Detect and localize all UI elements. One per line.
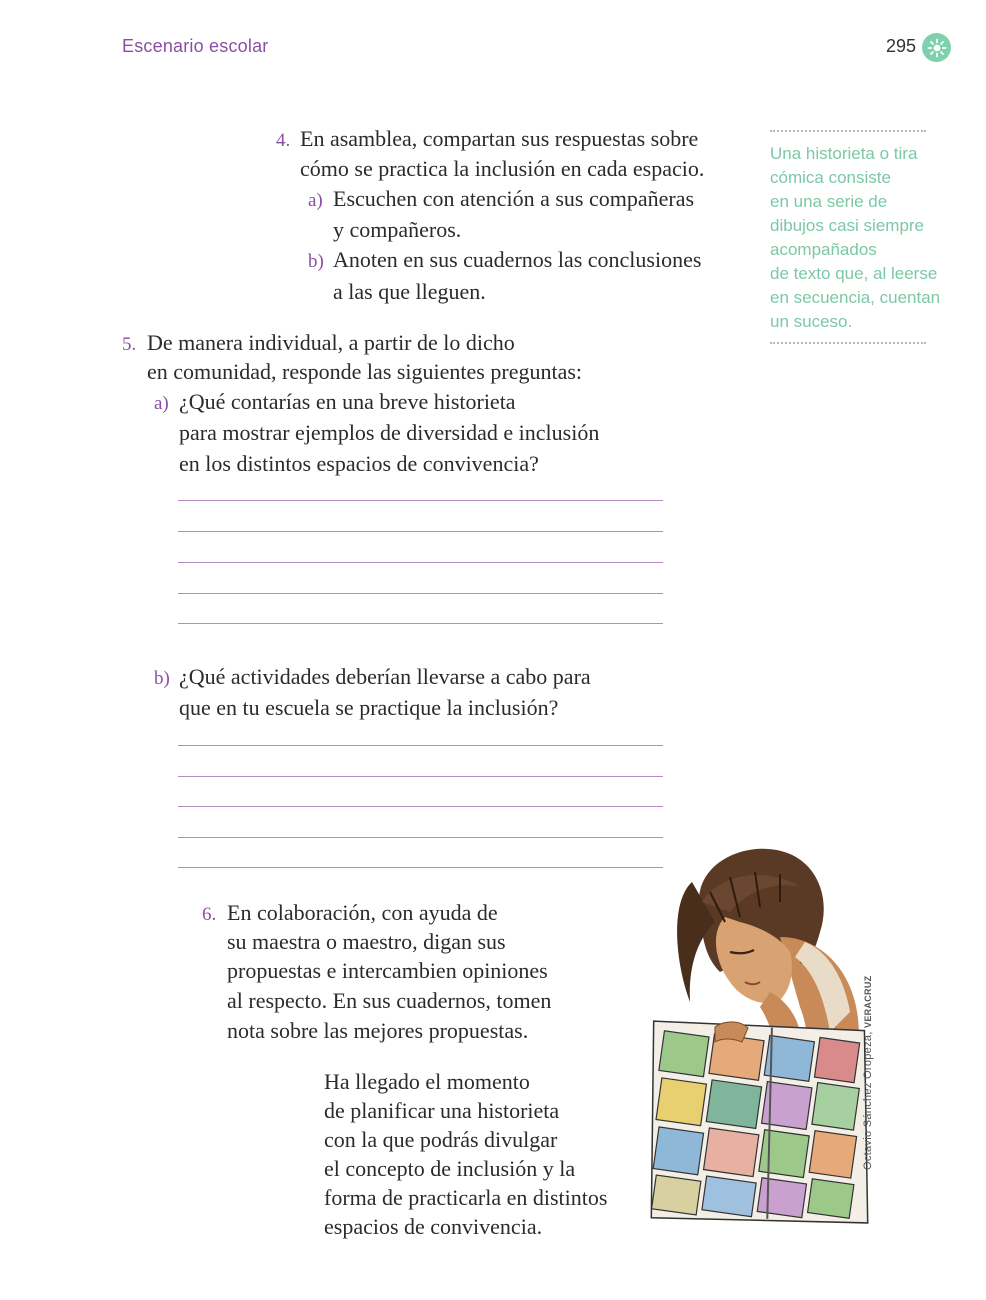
closing-line-6: espacios de convivencia. [324, 1214, 543, 1239]
sidenote-line: en una serie de [770, 192, 888, 211]
q4b-label: b) [308, 251, 324, 272]
page-number: 295 [886, 36, 917, 56]
q5a-label: a) [154, 393, 169, 414]
q4-text-line-1: En asamblea, compartan sus respuestas sobre [300, 126, 699, 151]
q6-text-line-5: nota sobre las mejores propuestas. [227, 1018, 529, 1043]
sidenote-line: un suceso. [770, 312, 853, 331]
q4-number: 4. [276, 130, 291, 151]
q4b-text-line-1: Anoten en sus cuadernos las conclusiones [333, 247, 702, 272]
q6-number: 6. [202, 904, 217, 925]
q6-text-line-4: al respecto. En sus cuadernos, tomen [227, 988, 552, 1013]
answer-line-5a-3[interactable] [178, 562, 663, 563]
answer-line-5a-4[interactable] [178, 593, 663, 594]
q4a-label: a) [308, 190, 323, 211]
q5-text-line-1: De manera individual, a partir de lo dicho [147, 330, 515, 355]
sidenote-line: dibujos casi siempre [770, 216, 925, 235]
sidenote-line: Una historieta o tira [770, 144, 918, 163]
q5-text-line-2: en comunidad, responde las siguientes preguntas: [147, 359, 583, 384]
q4a-text-line-2: y compañeros. [333, 217, 462, 242]
sidenote-line: acompañados [770, 240, 877, 259]
q6-text-line-1: En colaboración, con ayuda de [227, 900, 498, 925]
closing-line-4: el concepto de inclusión y la [324, 1156, 576, 1181]
section-title: Escenario escolar [122, 36, 269, 56]
answer-line-5a-1[interactable] [178, 500, 663, 501]
q6-text-line-2: su maestra o maestro, digan sus [227, 929, 506, 954]
q4a-text-line-1: Escuchen con atención a sus compañeras [333, 186, 695, 211]
q5a-text-line-1: ¿Qué contarías en una breve historieta [179, 389, 516, 414]
answer-line-5b-5[interactable] [178, 867, 663, 868]
sidenote-line: en secuencia, cuentan [770, 288, 941, 307]
credit-name: Octavio Sánchez Oropeza, [862, 1031, 874, 1170]
answer-line-5b-4[interactable] [178, 837, 663, 838]
q4b-text-line-2: a las que lleguen. [333, 279, 486, 304]
closing-line-1: Ha llegado el momento [324, 1069, 530, 1094]
answer-line-5a-5[interactable] [178, 623, 663, 624]
answer-line-5b-2[interactable] [178, 776, 663, 777]
answer-line-5a-2[interactable] [178, 531, 663, 532]
girl-reading-comic-illustration [630, 842, 900, 1237]
sidenote-line: cómica consiste [770, 168, 891, 187]
glossary-sidenote [770, 130, 941, 344]
q5b-text-line-2: que en tu escuela se practique la inclusión? [179, 695, 559, 720]
sun-icon [922, 33, 951, 62]
closing-line-3: con la que podrás divulgar [324, 1127, 558, 1152]
answer-line-5b-3[interactable] [178, 806, 663, 807]
sidenote-line: de texto que, al leerse [770, 264, 938, 283]
q5b-label: b) [154, 668, 170, 689]
q5a-text-line-3: en los distintos espacios de convivencia? [179, 451, 539, 476]
closing-line-5: forma de practicarla en distintos [324, 1185, 608, 1210]
closing-line-2: de planificar una historieta [324, 1098, 560, 1123]
illustration-credit [862, 976, 874, 1170]
credit-state: VERACRUZ [863, 975, 873, 1028]
q4-text-line-2: cómo se practica la inclusión en cada espacio. [300, 156, 705, 181]
q5a-text-line-2: para mostrar ejemplos de diversidad e inclusión [179, 420, 600, 445]
q5-number: 5. [122, 334, 137, 355]
q6-text-line-3: propuestas e intercambien opiniones [227, 958, 548, 983]
q5b-text-line-1: ¿Qué actividades deberían llevarse a cabo para [179, 664, 591, 689]
answer-line-5b-1[interactable] [178, 745, 663, 746]
